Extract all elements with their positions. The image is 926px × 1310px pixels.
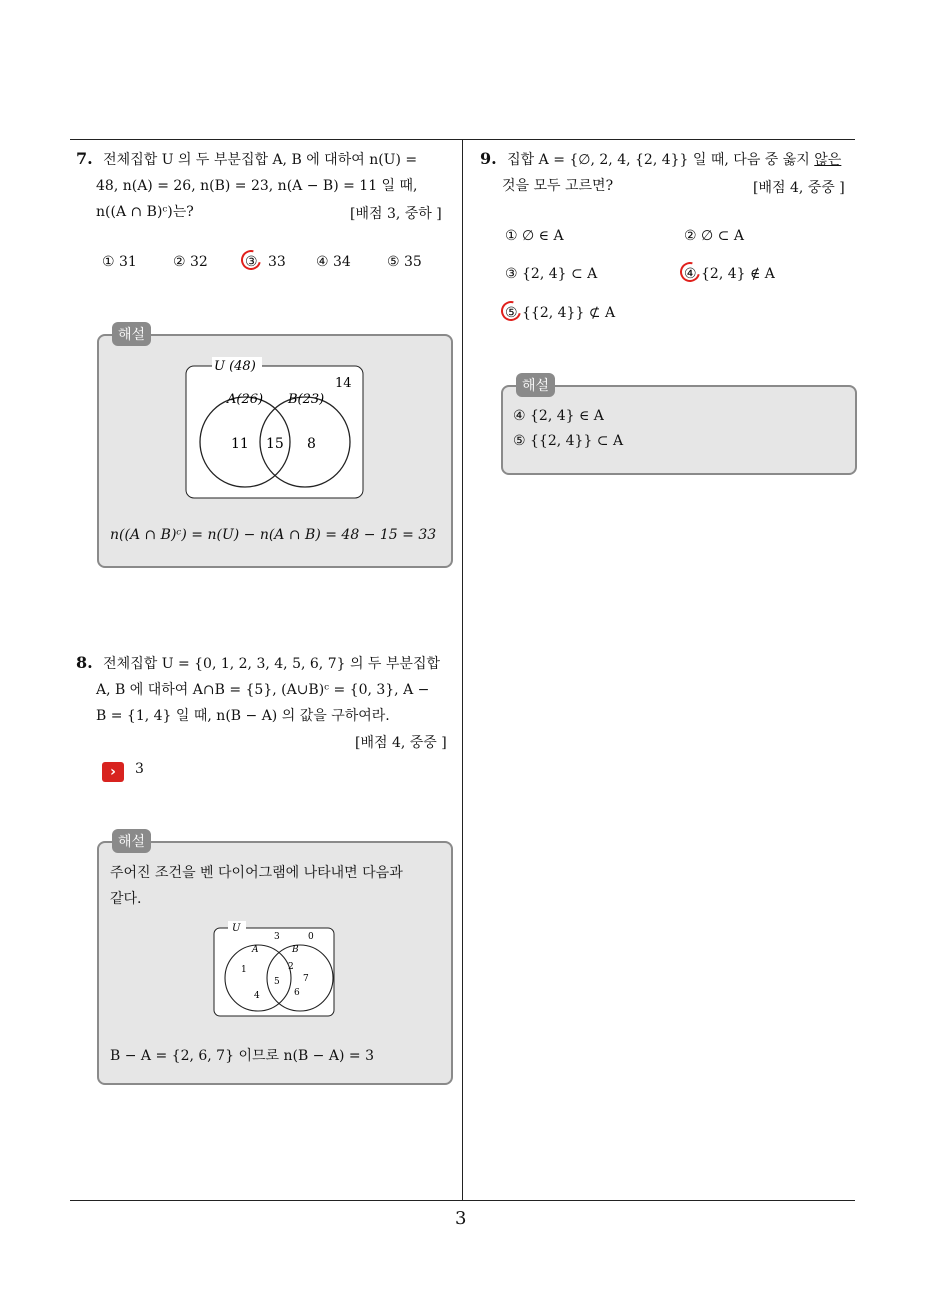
- q8-solution-text-1: 주어진 조건을 벤 다이어그램에 나타내면 다음과: [110, 865, 403, 881]
- q9-choice-2[interactable]: ② ∅ ⊂ A: [684, 228, 744, 244]
- q7-choice-4[interactable]: ④ 34: [316, 254, 351, 270]
- q7-venn-b-only: 8: [307, 436, 316, 452]
- question-7-meta: [배점 3, 중하 ]: [350, 206, 442, 222]
- question-8-meta: [배점 4, 중중 ]: [355, 735, 447, 751]
- q8-answer: 3: [135, 761, 144, 777]
- question-8-line2: A, B 에 대하여 A∩B = {5}, (A∪B)ᶜ = {0, 3}, A −: [96, 682, 430, 698]
- q8-solution-tab: 해설: [112, 829, 151, 853]
- q8-venn-element-4: 4: [254, 991, 260, 1001]
- q8-venn-b-label: B: [292, 945, 299, 955]
- arrow-right-icon: ›: [102, 762, 124, 782]
- question-8-number: 8.: [76, 653, 93, 672]
- q9-choice-4[interactable]: ④ {2, 4} ∉ A: [684, 266, 775, 282]
- question-7-number: 7.: [76, 149, 93, 168]
- q8-venn-a-label: A: [252, 945, 259, 955]
- q8-venn-element-2: 2: [288, 962, 294, 972]
- q7-choice-5[interactable]: ⑤ 35: [387, 254, 422, 270]
- q9-solution-line-1: ④ {2, 4} ∈ A: [513, 408, 604, 424]
- question-9-line2: 것을 모두 고르면?: [502, 178, 614, 194]
- q9-solution-line-2: ⑤ {{2, 4}} ⊂ A: [513, 433, 624, 449]
- q8-venn-element-1: 1: [241, 965, 247, 975]
- column-divider: [462, 139, 463, 1201]
- question-8-line3: B = {1, 4} 일 때, n(B − A) 의 값을 구하여라.: [96, 708, 390, 724]
- q7-choice-3-value[interactable]: 33: [268, 254, 286, 270]
- q8-venn-element-3: 3: [274, 932, 280, 942]
- q7-choice-2[interactable]: ② 32: [173, 254, 208, 270]
- q7-venn-intersection: 15: [266, 436, 284, 452]
- q9-choice-1[interactable]: ① ∅ ∈ A: [505, 228, 564, 244]
- q7-venn-diagram: [180, 354, 370, 504]
- q7-venn-a-label: A(26): [227, 392, 264, 407]
- question-7-line3: n((A ∩ B)ᶜ)는?: [96, 204, 194, 220]
- q7-venn-b-label: B(23): [288, 392, 325, 407]
- question-9-number: 9.: [480, 149, 497, 168]
- q7-solution-formula: n((A ∩ B)ᶜ) = n(U) − n(A ∩ B) = 48 − 15 = 33: [110, 527, 437, 543]
- q7-choice-1[interactable]: ① 31: [102, 254, 137, 270]
- q9-solution-tab: 해설: [516, 373, 555, 397]
- q9-choice-5[interactable]: ⑤ {{2, 4}} ⊄ A: [505, 305, 616, 321]
- question-9-line1: 집합 A = {∅, 2, 4, {2, 4}} 일 때, 다음 중 옳지: [507, 152, 815, 168]
- q7-venn-u-label: U (48): [214, 359, 256, 374]
- q9-solution-box: [501, 385, 857, 475]
- q7-venn-outside-count: 14: [335, 376, 352, 391]
- question-7-line1: 전체집합 U 의 두 부분집합 A, B 에 대하여 n(U) =: [103, 152, 418, 168]
- bottom-rule: [70, 1200, 855, 1201]
- q8-venn-u-label: U: [232, 923, 241, 934]
- q8-venn-element-0: 0: [308, 932, 314, 942]
- q7-choice-3[interactable]: ③: [245, 254, 258, 270]
- q7-venn-a-only: 11: [231, 436, 249, 452]
- q7-solution-tab: 해설: [112, 322, 151, 346]
- question-8-line1: 전체집합 U = {0, 1, 2, 3, 4, 5, 6, 7} 의 두 부분집합: [103, 656, 441, 672]
- q8-solution-text-2: 같다.: [110, 891, 142, 907]
- page-number: 3: [455, 1208, 467, 1229]
- question-9-meta: [배점 4, 중중 ]: [753, 180, 845, 196]
- q7-answer-mark: [237, 246, 264, 273]
- question-8-text: [76, 650, 460, 729]
- q8-venn-element-5: 5: [274, 977, 280, 987]
- q8-venn-element-6: 6: [294, 988, 300, 998]
- q8-venn-element-7: 7: [303, 974, 309, 984]
- q8-venn-diagram: [208, 918, 343, 1023]
- question-7-line2: 48, n(A) = 26, n(B) = 23, n(A − B) = 11 일 때,: [96, 178, 418, 194]
- q8-solution-formula: B − A = {2, 6, 7} 이므로 n(B − A) = 3: [110, 1048, 374, 1064]
- question-9-underlined-word: 않은: [814, 152, 842, 168]
- q9-choice-3[interactable]: ③ {2, 4} ⊂ A: [505, 266, 598, 282]
